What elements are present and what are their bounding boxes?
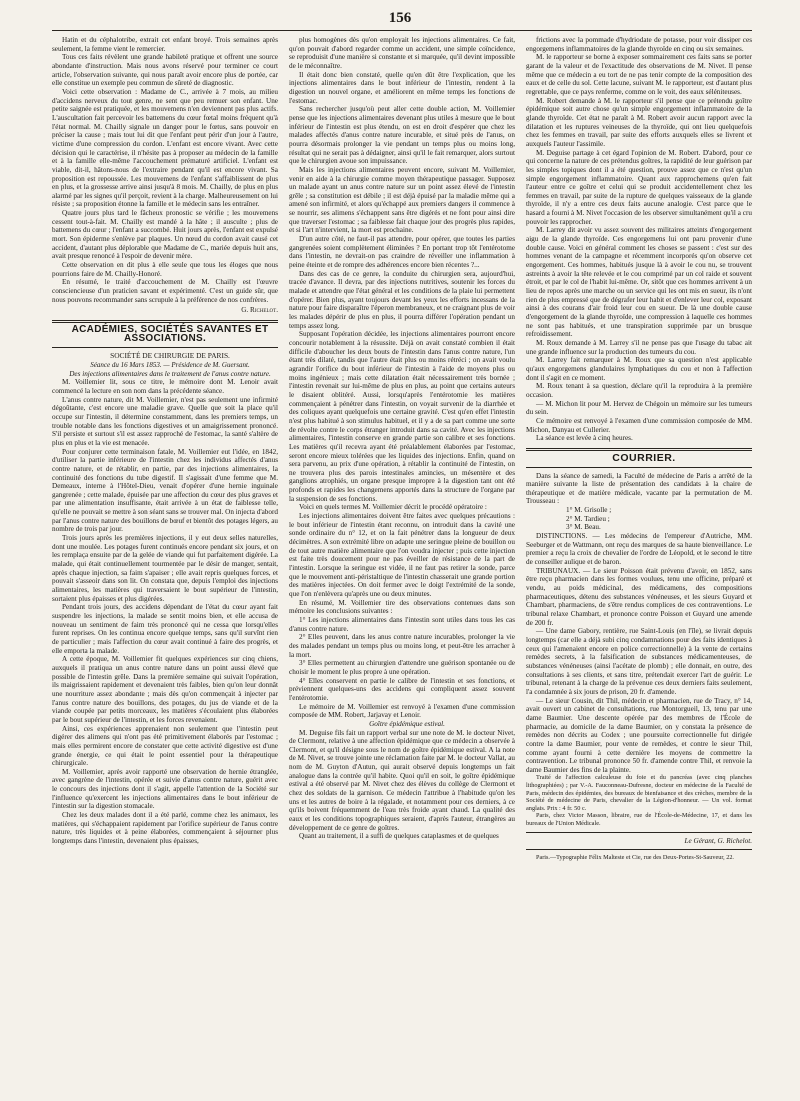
paragraph: M. Voillemier lit, sous ce titre, le mémoire dont M. Lenoir avait commencé la lecture en son nom dans la précédente séance. [52,378,278,395]
paragraph: 3° Elles permettent au chirurgien d'attendre une guérison spontanée ou de choisir le moment le plus propre à une opération. [289,659,515,676]
paragraph: D'un autre côté, ne faut-il pas attendre, pour opérer, que toutes les parties gangrenées soient complètement éliminées ? En portant trop tôt l'entérotome dans l'intestin, ne devrait-on pas craindre de réveiller une inflammation à peine éteinte et de rompre des adhérences encore bien récentes ?... [289,235,515,270]
paragraph: Dans des cas de ce genre, la conduite du chirurgien sera, aujourd'hui, tracée d'avance. Il devra, par des injections nutritives, soutenir les forces du malade et attendre que l'état général et les conditions de la plaie lui permettent d'opérer. Bien plus, ayant toujours devant les yeux les efforts incessans de la nature pour faire disparaître l'éperon membraneux, et ne craignant plus de voir les malades dépérir de plus en plus, il pourra différer l'opération pendant un temps assez long. [289,269,515,330]
section-title-courrier: COURRIER. [612,451,676,464]
gerant-signature: Le Gérant, G. Richelot. [684,836,752,845]
book-publisher: Paris, chez Victor Masson, libraire, rue de l'École-de-Médecine, 17, et dans les bureaux de l'Union Médicale. [526,812,752,828]
paragraph: Pour conjurer cette terminaison fatale, M. Voillemier eut l'idée, en 1842, d'utiliser la partie inférieure de l'intestin chez les individus affectés d'anus contre nature, et de rétablir, en partie, par des injections alimentaires, la continuité des fonctions du tube digestif. Il s'agissait d'une femme que M. Demeaux, interne à l'Hôtel-Dieu, venait d'opérer d'une hernie inguinale gangrenée ; cette malade, épuisée par une affection du cœur des plus graves et par une alimentation insuffisante, était arrivée à un état de faiblesse telle, qu'elle ne pouvait se mettre à son séant sans se trouver mal. On injecta d'abord par l'anus contre nature des bouillons de bœuf et bientôt des potages légers, au nombre de trois par jour. [52,447,278,534]
paragraph: — Le sieur Cousin, dit Thil, médecin et pharmacien, rue de Tracy, n° 14, avait ouvert un cabinet de consultations, rue Montorgueil, 13, tenu par une dame Baumier. Une descente opérée par des membres de l'École de pharmacie, au domicile de la dame Baumier, on y constata la présence de remèdes non décrits au Codex ; une poursuite correctionnelle fut dirigée contre la dame Baumier, pour vente de remèdes, et contre le sieur Thil, comme ayant fourni à cette dernière les moyens de commettre la contravention. Le tribunal prononce 50 fr. d'amende contre Thil, et renvoie la dame Baumier des fins de la plainte. [526,696,752,774]
paragraph: M. Robert demande à M. le rapporteur s'il pense que ce prétendu goître épidémique soit autre chose qu'un simple engorgement inflammatoire de la glande thyroïde. Cet état ne paraît à M. Robert avoir aucun rapport avec la dilatation et les ruptures veineuses de la thyroïde, qui ont lieu quelquefois chez les femmes en travail, par suite des efforts auxquels elles se livrent et auxquels l'auteur l'assimile. [526,96,752,148]
paragraph: — M. Michon lit pour M. Hervez de Chégoin un mémoire sur les tumeurs du sein. [526,399,752,417]
list-item: 3° M. Beau. [566,523,601,532]
paragraph: Les injections alimentaires doivent être faites avec quelques précautions : le bout inférieur de l'intestin étant reconnu, on introduit dans la cavité une sonde ordinaire du n° 12, et on la fait pénétrer dans la longueur de deux décimètres. A son extrémité libre on adapte une seringue pleine de bouillon ou de tout autre matière alimentaire que l'on voudra injecter ; puis cette injection est faite très doucement pour ne pas éveiller de résistance de la part de l'intestin. Lorsque la seringue est vidée, il ne faut pas retirer la sonde, parce que le mouvement anti-péristaltique de l'intestin chasserait une grande portion des matières injectées. On doit fermer avec le doigt l'extrémité de la sonde, que l'on n'enlèvera qu'après une ou deux minutes. [289,512,515,598]
topic-title: Des injections alimentaires dans le traitement de l'anus contre nature. [69,369,271,378]
column-1 [52,36,278,1088]
page-number: 156 [388,10,412,26]
book-notice: Traité de l'affection calculeuse du foie et du pancréas (avec cinq planches lithographiées) ; par V.-A. Fauconneau-Dufresne, docteur en médecine de la Faculté de Paris, médecin des épidémies, des bureaux de bienfaisance et des crèches, membre de la Société de médecine de Paris, chevalier de la Légion-d'honneur. — Un vol. format anglais. Prix : 4 fr. 50 c. [526,774,752,812]
paragraph: M. le rapporteur se borne à exposer sommairement ces faits sans se porter garant de la valeur et de l'exactitude des observations de M. Nivet. Il pense même que ce médecin a eu tort de ne pas tenir compte de la composition des eaux et de celle du sol. Cette lacune, suivant M. le rapporteur, est d'autant plus regrettable, que ce pays renferme, comme on le voit, des eaux séléniteuses. [526,53,752,96]
session-info: Séance du 16 Mars 1853. — Présidence de M. Guersant. [90,360,250,369]
paragraph: En résumé, M. Voillemier tire des observations contenues dans son mémoire les conclusions suivantes : [289,598,515,616]
paragraph: Pendant trois jours, des accidens dépendant de l'état du cœur ayant fait suspendre les injections, la malade se sentit moins bien, et elle accusa de nouveau un sentiment de faim très prononcé qui ne cessa que lorsqu'elles furent reprises. On les continua encore quelque temps, sans qu'il survînt rien de particulier ; mais l'affection du cœur avait continué à faire des progrès, et elle emporta la malade. [52,603,278,655]
signature: G. Richelot. [241,306,278,315]
paragraph: Chez les deux malades dont il a été parlé, comme chez les animaux, les matières, qui s'échappaient rapidement par l'orifice supérieur de l'anus contre nature, très liquides et à peine élaborées, commençaient à séjourner plus longtemps dans l'intestin, devenaient plus épaisses, [52,811,278,846]
paragraph: plus homogènes dès qu'on employait les injections alimentaires. Ce fait, qu'on pouvait d'abord regarder comme un accident, une simple coïncidence, se reproduisit d'une manière si constante et si marquée, qu'il devint impossible de le méconnaître. [289,36,515,70]
paragraph: Tous ces faits révèlent une grande habileté pratique et offrent une source abondante d'instruction. Mais nous avons réservé pour terminer ce court article, l'observation suivante, qui nous paraît avoir encore plus de portée, car elle constitue un exemple peu commun de sûreté de diagnostic. [52,53,278,88]
paragraph: Trois jours après les premières injections, il y eut deux selles naturelles, dont une moulée. Les potages furent continués encore pendant six jours, et on les remplaça ensuite par de la gelée de viande qui fut parfaitement digérée. La malade, qui était continuellement tourmentée par le désir de manger, sentait, après chaque injection, sa faim s'apaiser ; elle avait repris quelques forces, et pouvait s'asseoir dans son lit. On constata que, depuis l'emploi des injections alimentaires, les matières qui traversaient le bout supérieur de l'intestin, sortaient plus épaisses et plus digérées. [52,534,278,603]
paragraph: Mais les injections alimentaires peuvent encore, suivant M. Voillemier, venir en aide à la chirurgie comme moyen thérapeutique passager. Supposez un malade ayant un anus contre nature sur un point assez élevé de l'intestin grêle ; sa constitution est débile ; il est déjà épuisé par la maladie même qui a amené son infirmité, et alors qu'échappé aux premiers dangers il commence à se nourrir, ses alimens s'échappent sans être digérés et ne font pour ainsi dire que traverser l'estomac ; sa faiblesse fait chaque jour des progrès plus rapides, et si l'art n'intervient, la mort est prochaine. [289,165,515,235]
society-name: SOCIÉTÉ DE CHIRURGIE DE PARIS. [110,351,230,361]
paragraph: En résumé, le traité d'accouchement de M. Chailly est l'œuvre consciencieuse d'un praticien savant et expérimenté. C'est un guide sûr, que nous pouvons recommander sans scrupule à la préférence de nos confrères. [52,278,278,304]
section-title-academies: ACADÉMIES, SOCIÉTÉS SAVANTES ET ASSOCIATIONS. [71,324,269,344]
paragraph: L'anus contre nature, dit M. Voillemier, n'est pas seulement une infirmité dégoûtante, c'est encore une maladie grave. Quelle que soit la place qu'il occupe sur l'intestin, il détermine constamment, dans les premiers temps, un trouble notable dans les fonctions digestives et un amaigrissement prononcé. S'il persiste et surtout s'il est assez rapproché de l'estomac, la santé s'altère de plus en plus et la vie est menacée. [52,395,278,447]
list-item: 2° M. Tardieu ; [566,514,610,523]
paragraph: TRIBUNAUX. — Le sieur Poisson était prévenu d'avoir, en 1852, sans être reçu pharmacien dans les formes voulues, tenu une officine, préparé et vendu, au poids médicinal, des médicamens, des compositions pharmaceutiques, détenu des substances vénéneuses, et les sieurs Guyard et Chambart, pharmaciens, de s'être rendus complices de ces contraventions. Le tribunal relaxe Chambart, et prononce contre Poisson et Guyard une amende de 200 fr. [526,566,752,627]
paragraph: Voici cette observation : Madame de C., arrivée à 7 mois, au milieu d'accidens nerveux du tout genre, ne sent que peu remuer son enfant. Une petite saignée est pratiquée, et les mouvemens n'en deviennent pas plus actifs. L'auscultation fait percevoir les battemens du cœur fœtal moins fréquent qu'à l'état normal. M. Chailly signale un danger pour le fœtus, sans pouvoir en préciser la cause ; mais tout lui dit que l'enfant peut périr d'un jour à l'autre, victime d'une compression du cordon. L'enfant est encore vivant. Avec cette décision qui le caractérise, il n'hésite pas à proposer au médecin de la famille et à la famille elle-même l'accouchement prématuré artificiel. L'enfant est viable, dit-il, hâtons-nous de l'extraire pendant qu'il est encore vivant. Sa proposition est repoussée. Les mouvemens de l'enfant s'affaiblissent de plus en plus, et la grossesse arrive ainsi jusqu'à 8 mois. M. Chailly, de plus en plus alarmé par les signes qu'il perçoit, revient à la charge. Malheureusement on lui résiste ; sa proposition étonne la famille et le médecin sans les entraîner. [52,87,278,209]
paragraph: A cette époque, M. Voillemier fit quelques expériences sur cinq chiens, auxquels il pratiqua un anus contre nature dans un point aussi élevé que possible de l'intestin grêle. Dans la première semaine qui suivait l'opération, ils maigrissaient rapidement et devenaient très faibles, bien qu'on leur donnât une nourriture assez abondante ; mais dès qu'on commençait à injecter par l'anus contre nature des bouillons, des potages, du jus de viande et de la viande coupée par petits morceaux, les matières s'écoulaient plus élaborées par le bout supérieur de l'intestin, et les forces revenaient. [52,655,278,724]
list-item: 1° M. Grisolle ; [566,506,612,515]
paragraph: Supposant l'opération décidée, les injections alimentaires pourront encore concourir notablement à la résussite. Déjà on avait constaté combien il était difficile d'aboucher les deux bouts de l'intestin dans l'anus contre nature, l'un étant très dilaté, tandis que l'autre était plus ou moins rétréci ; on avait voulu agrandir l'orifice du bout inférieur de l'intestin à l'aide de moyens plus ou moins ingénieux ; mais cette dilatation était nécessairement très bornée ; l'intestin revenait sur lui-même de plus en plus, au point que certains auteurs le disaient oblitéré. Aussi, lorsqu'après l'entérotomie les matières commençaient à pénétrer dans l'intestin, on voyait survenir de la diarrhée et des coliques ayant quelquefois une certaine gravité. C'est qu'en effet l'intestin n'est plus habitué à son stimulus habituel, et il y a de sa part comme une sorte de révolte contre le corps étranger introduit dans sa cavité. Avec les injections alimentaires, l'intestin conserve en grande partie son calibre et ses fonctions. Les matières qu'il recevra ayant été préalablement élaborées par l'estomac, seront encore mieux tolérées que les liquides des injections. Enfin, quand on sera parvenu, au prix d'une opération, à rétablir la continuité de l'intestin, on ne trouvera plus des parois intestinales amincies, un mésentère et des ganglions atrophiés, un organe presque impropre à la digestion tant ont été profonds et rapides les changemens apportés dans la structure de l'organe par la suspension de ses fonctions. [289,330,515,503]
paragraph: Hatin et du céphalotribe, extrait cet enfant broyé. Trois semaines après seulement, la femme vient le remercier. [52,36,278,53]
divider [526,849,752,850]
paragraph: Quatre jours plus tard le fâcheux pronostic se vérifie ; les mouvemens cessent tout-à-fait. M. Chailly est mandé à la hâte ; il ausculte ; plus de battemens du cœur ; l'enfant a succombé. Huit jours après, l'enfant est expulsé mort. Son épiderme s'enlève par plaques. Un nœud du cordon avait causé cet accident, d'autant plus déplorable que Madame de C., mariée depuis huit ans, avait presque renoncé à l'espoir de devenir mère. [52,209,278,261]
paragraph: M. Roux tenant à sa question, déclare qu'il la reproduira à la première occasion. [526,382,752,399]
divider [526,832,752,833]
paragraph: Sans rechercher jusqu'où peut aller cette double action, M. Voillemier pense que les injections alimentaires devenant plus utiles à mesure que le bout inférieur de l'intestin est plus étendu, on est en droit d'espérer que chez les malades affectés d'anus contre nature incurable, et situé près de l'anus, on pourra désormais prolonger la vie pendant un temps plus ou moins long, résultat qui ne serait pas à dédaigner, ainsi qu'il le fait remarquer, alors surtout que le chirurgien avoue son impuissance. [289,105,515,166]
paragraph: Voici en quels termes M. Voillemier décrit le procédé opératoire : [299,503,487,512]
divider [52,347,278,348]
column-3 [526,36,752,1088]
header-rule [52,30,752,31]
paragraph: Le mémoire de M. Voillemier est renvoyé à l'examen d'une commission composée de MM. Robert, Jarjavay et Lenoir. [289,702,515,720]
paragraph: M. Voillemier, après avoir rapporté une observation de hernie étranglée, avec gangrène de l'intestin, opérée et suivie d'anus contre nature, guérit avec le concours des injections dont il s'agit, appelle l'attention de la Société sur l'influence qu'exercent les injections alimentaires dans le bout inférieur de l'intestin sur la digestion stomacale. [52,767,278,811]
paragraph: La séance est levée à cinq heures. [536,434,633,443]
section-divider [526,448,752,451]
paragraph: Ce mémoire est renvoyé à l'examen d'une commission composée de MM. Michon, Danyau et Cullerier. [526,416,752,434]
paragraph: Cette observation en dit plus à elle seule que tous les éloges que nous pourrions faire de M. Chailly-Honoré. [52,261,278,278]
paragraph: Dans la séance de samedi, la Faculté de médecine de Paris a arrêté de la manière suivante la liste de présentation des candidats à la chaire de thérapeutique et de matière médicale, vacante par la permutation de M. Trousseau : [526,471,752,506]
paragraph: 1° Les injections alimentaires dans l'intestin sont utiles dans tous les cas d'anus contre nature. [289,615,515,633]
printer-imprint: Paris.—Typographie Félix Malteste et Cie, rue des Deux-Portes-St-Sauveur, 22. [536,854,734,862]
paragraph: M. Deguise fils fait un rapport verbal sur une note de M. le docteur Nivet, de Clermont, relative à une affection épidémique que ce médecin a observée à Clermont, et qu'il désigne sous le nom de goître épidémique estival. A la note de M. Nivet, se trouve jointe une réclamation faite par M. le docteur Vallat, au nom de M. Guyton d'Autun, qui aurait observé depuis longtemps un fait analogue dans la contrée qu'il habite. Quoi qu'il en soit, le goître épidémique estival a été observé par M. Nivet chez des élèves du collège de Clermont et chez des soldats de la garnison. Ce médecin l'attribue à l'habitude qu'on les uns et les autres de boire à la régalade, et notamment pour ces derniers, à ce qu'ils boivent fréquemment de l'eau très froide ayant chaud. La qualité des eaux et les conditions topographiques seraient, d'après l'auteur, étrangères au développement de ce genre de goîtres. [289,728,515,832]
paragraph: M. Roux demande à M. Larrey s'il ne pense pas que l'usage du tabac ait une grande influence sur la production des tumeurs du cou. [526,338,752,356]
paragraph: — Une dame Gabory, rentière, rue Saint-Louis (en l'île), se livrait depuis longtemps (car elle a déjà subi cinq condamnations pour des faits identiques à ceux qui l'amenaient encore en police correctionnelle) à la vente de certains remèdes secrets, à la falsification de substances médicamenteuses, de substances vénéneuses (ainsi l'acétate de plomb) ; elle donnait, en outre, des consultations à ses clients, et sans titre, prétendait exercer l'art de guérir. Le tribunal, retenant à la charge de la prévenue ces deux derniers faits seulement, l'a condamnée à six jours de prison, 20 fr. d'amende. [526,627,752,696]
paragraph: frictions avec la pommade d'hydriodate de potasse, pour voir dissiper ces engorgemens inflammatoires de la glande thyroïde en cinq ou six semaines. [526,36,752,53]
paragraph: Il était donc bien constaté, quelle qu'en dût être l'explication, que les injections alimentaires dans le bout inférieur de l'intestin, rendent à la digestion un nouvel organe, et améliorent en même temps les fonctions de l'estomac. [289,70,515,105]
column-2 [289,36,515,1088]
paragraph: 4° Elles conservent en partie le calibre de l'intestin et ses fonctions, et préviennent quelques-uns des accidens qui compliquent assez souvent l'entérotomie. [289,676,515,702]
subsection-title-goitre: Goître épidémique estival. [369,719,445,728]
paragraph: 2° Elles peuvent, dans les anus contre nature incurables, prolonger la vie des malades pendant un temps plus ou moins long, et peut-être les arracher à la mort. [289,633,515,659]
paragraph: Ainsi, ces expériences apprenaient non seulement que l'intestin peut digérer des alimens qui n'ont pas été primitivement élaborés par l'estomac ; mais elles permirent encore de constater que cette activité digestive est d'une grande énergie, ce qui était le point essentiel pour la thérapeutique chirurgicale. [52,724,278,768]
paragraph: Quant au traitement, il a suffi de quelques cataplasmes et de quelques [299,832,499,841]
section-divider [52,320,278,323]
paragraph: M. Larrey dit avoir vu assez souvent des militaires atteints d'engorgement aigu de la glande thyroïde. Ces engorgemens lui ont paru provenir d'une double cause. Voici en général comment les choses se passent : c'est sur des hommes venant de la campagne et récemment incorporés qu'on observe cet engorgement. Ces hommes, habitués jusque là à avoir le cou nu, se trouvent astreints à avoir la tête relevée et le cou comprimé par un col raide et souvent étroit, et par le col de l'habit lui-même. Or, sitôt que ces hommes arrivent à un lieu de repos après une marche ou un service qui les ont mis en sueur, ils n'ont rien de plus empressé que de dégrafer leur habit et d'enlever leur col, exposant ainsi à des courans d'air froid leur cou en sueur. De là une double cause d'engorgement de la glande thyroïde, une compression à laquelle ces hommes ne sont pas habitués, et une transpiration supprimée par un brusque refroidissement. [526,226,752,339]
divider [526,467,752,468]
paragraph: M. Deguise partage à cet égard l'opinion de M. Robert. D'abord, pour ce qui concerne la nature de ces prétendus goîtres, la rapidité de leur guérison par les simples topiques dont il a été question, prouve assez que ce n'est qu'un simple engorgement inflammatoire. Quant aux rapprochemens qu'en fait l'auteur entre ce goître et celui qui se produit accidentellement chez les femmes en travail, par suite de la rupture de quelques vaisseaux de la glande thyroïde, il n'y a entre ces deux faits aucune analogie. C'est parce que le hasard a fourni à M. Nivet l'occasion de les observer simultanément qu'il a cru pouvoir les rapprocher. [526,148,752,226]
paragraph: DISTINCTIONS. — Les médecins de l'empereur d'Autriche, MM. Seeburger et de Wattmann, ont reçu des marques de sa haute bienveillance. Le premier a reçu la croix de chevalier de l'ordre de Léopold, et le second le titre de conseiller aulique et de baron. [526,532,752,567]
paragraph: M. Larrey fait remarquer à M. Roux que sa question n'est applicable qu'aux engorgemens glandulaires lymphatiques du cou et non à l'affection dont il s'agit en ce moment. [526,356,752,382]
